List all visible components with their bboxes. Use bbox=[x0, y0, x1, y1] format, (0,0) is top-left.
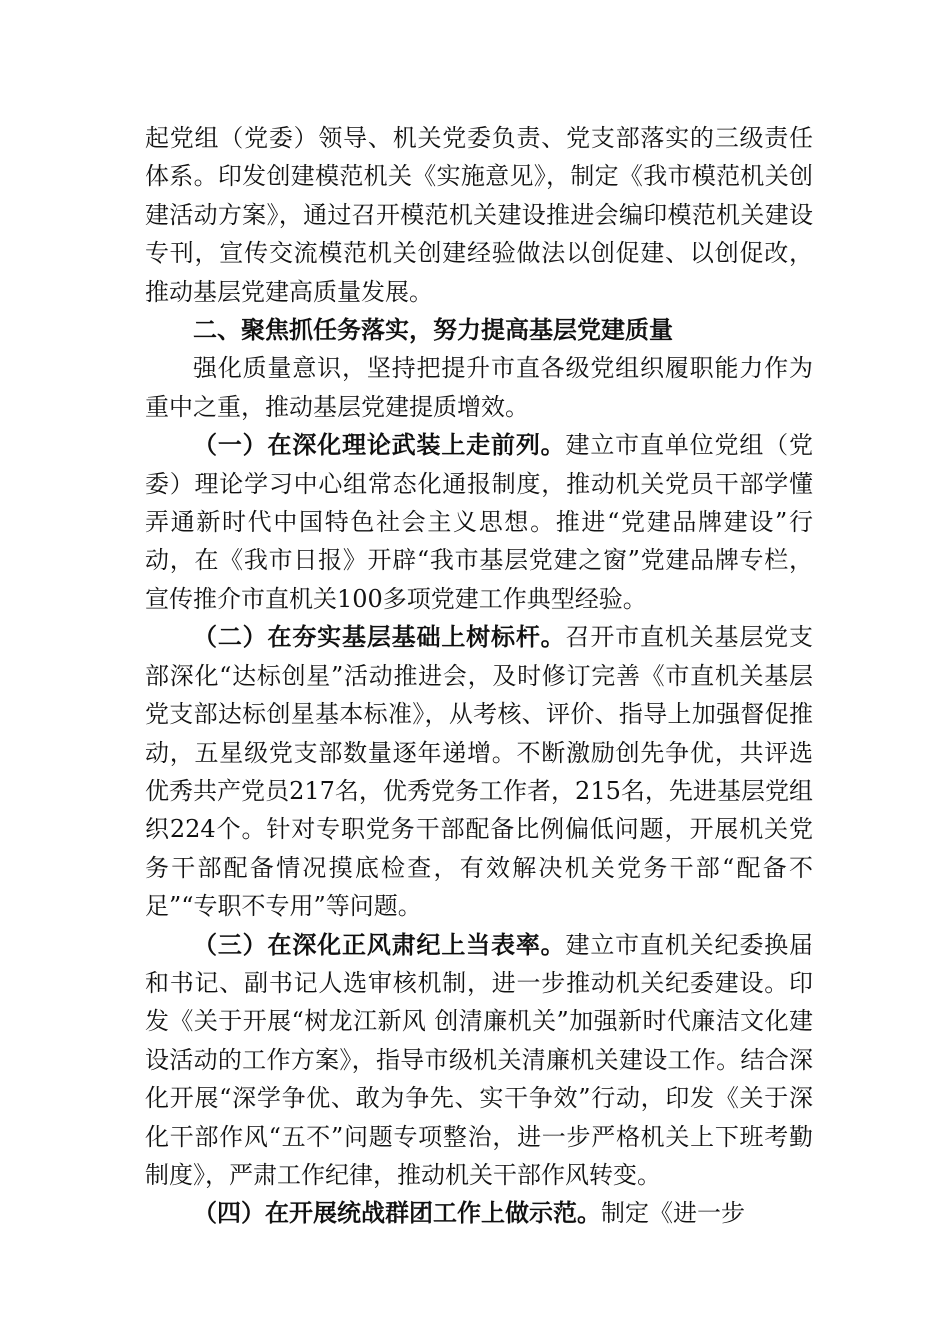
document-body bbox=[145, 119, 813, 1233]
subsection-3-title: （三）在深化正风肃纪上当表率。 bbox=[193, 929, 566, 959]
subsection-2-title: （二）在夯实基层基础上树标杆。 bbox=[193, 622, 566, 652]
section-intro-paragraph: 强化质量意识，坚持把提升市直各级党组织履职能力作为重中之重，推动基层党建提质增效。 bbox=[145, 354, 813, 421]
subsection-3-text: 建立市直机关纪委换届和书记、副书记人选审核机制，进一步推动机关纪委建设。印发《关于开展“树龙江新风 创清廉机关”加强新时代廉洁文化建设活动的工作方案》，指导市级机关清廉机关建设工作。结合深化开展“深学争优、敢为争先、实干争效”行动，印发《关于深化干部作风“五不”问题专项整治，进一步严格机关上下班考勤制度》，严肃工作纪律，推动机关干部作风转变。 bbox=[145, 930, 813, 1189]
subsection-1-paragraph bbox=[145, 426, 813, 618]
subsection-4-title: （四）在开展统战群团工作上做示范。 bbox=[193, 1198, 601, 1228]
subsection-1-text: 建立市直单位党组（党委）理论学习中心组常态化通报制度，推动机关党员干部学懂弄通新时代中国特色社会主义思想。推进“党建品牌建设”行动，在《我市日报》开辟“我市基层党建之窗”党建品牌专栏，宣传推介市直机关100多项党建工作典型经验。 bbox=[145, 431, 813, 613]
subsection-4-paragraph bbox=[145, 1194, 813, 1232]
subsection-1-title: （一）在深化理论武装上走前列。 bbox=[193, 430, 566, 460]
paragraph-continuation: 起党组（党委）领导、机关党委负责、党支部落实的三级责任体系。印发创建模范机关《实施意见》，制定《我市模范机关创建活动方案》，通过召开模范机关建设推进会编印模范机关建设专刊，宣传交流模范机关创建经验做法以创促建、以创促改，推动基层党建高质量发展。 bbox=[145, 124, 813, 306]
subsection-2-text: 召开市直机关基层党支部深化“达标创星”活动推进会，及时修订完善《市直机关基层党支部达标创星基本标准》，从考核、评价、指导上加强督促推动，五星级党支部数量逐年递增。不断激励创先争优，共评选优秀共产党员217名，优秀党务工作者，215名，先进基层党组织224个。针对专职党务干部配备比例偏低问题，开展机关党务干部配备情况摸底检查，有效解决机关党务干部“配备不足”“专职不专用”等问题。 bbox=[145, 623, 813, 921]
subsection-2-paragraph bbox=[145, 618, 813, 925]
subsection-3-paragraph bbox=[145, 926, 813, 1195]
subsection-4-text: 制定《进一步 bbox=[601, 1199, 745, 1228]
section-heading-2: 二、聚焦抓任务落实，努力提高基层党建质量 bbox=[193, 316, 673, 345]
